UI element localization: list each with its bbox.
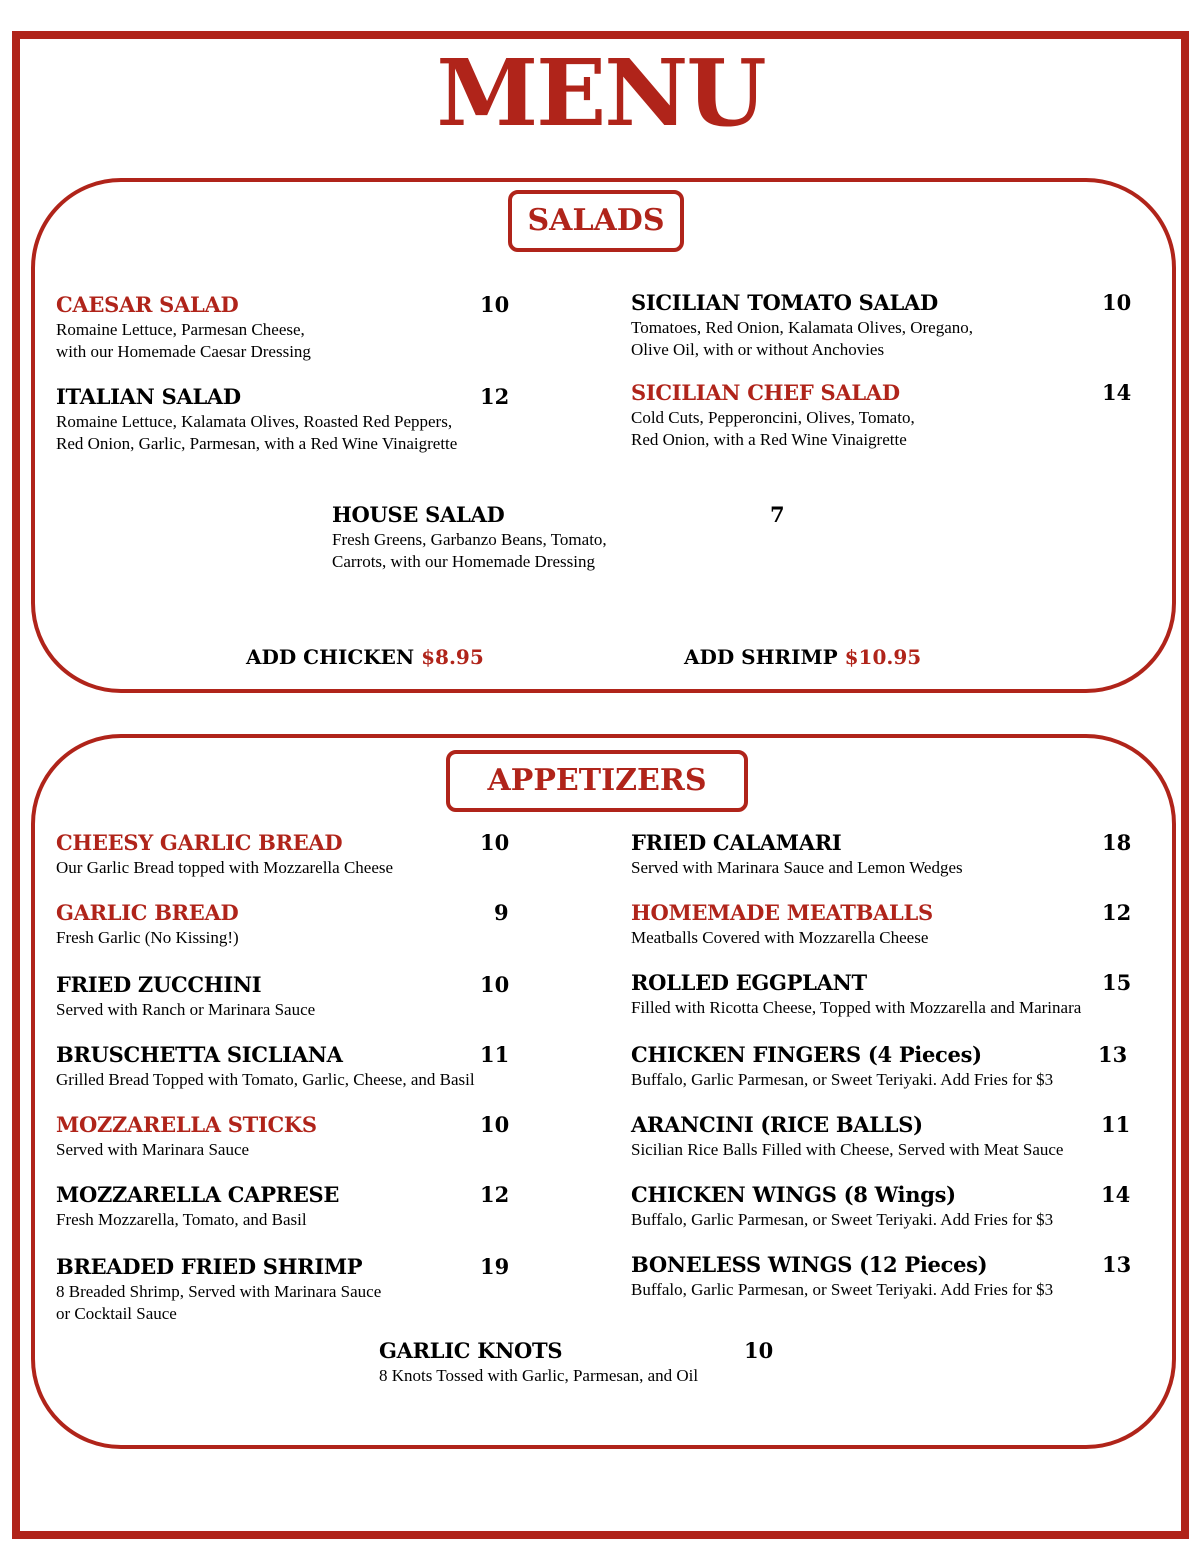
- item-price: 15: [1102, 970, 1132, 995]
- item-price: 14: [1102, 380, 1132, 405]
- item-price: 12: [480, 1182, 510, 1207]
- item-description: Buffalo, Garlic Parmesan, or Sweet Teriyaki. Add Fries for $3: [631, 1070, 1054, 1089]
- item-description: Buffalo, Garlic Parmesan, or Sweet Teriyaki. Add Fries for $3: [631, 1280, 1054, 1299]
- item-description: Meatballs Covered with Mozzarella Cheese: [631, 928, 929, 947]
- item-price: 10: [480, 1112, 510, 1137]
- item-price: 10: [480, 830, 510, 855]
- item-description: Fresh Greens, Garbanzo Beans, Tomato, Carrots, with our Homemade Dressing: [332, 530, 607, 571]
- item-name: SICILIAN TOMATO SALAD: [631, 290, 938, 315]
- item-price: 12: [1102, 900, 1132, 925]
- item-price: 11: [1101, 1112, 1131, 1137]
- item-description: Fresh Mozzarella, Tomato, and Basil: [56, 1210, 307, 1229]
- item-name: CHICKEN FINGERS (4 Pieces): [631, 1042, 982, 1067]
- item-description: Romaine Lettuce, Kalamata Olives, Roasted Red Peppers, Red Onion, Garlic, Parmesan, with a Red Wine Vinaigrette: [56, 412, 458, 453]
- item-description: Our Garlic Bread topped with Mozzarella Cheese: [56, 858, 394, 877]
- item-description: Tomatoes, Red Onion, Kalamata Olives, Oregano, Olive Oil, with or without Anchovies: [631, 318, 974, 359]
- item-description: Served with Marinara Sauce and Lemon Wedges: [631, 858, 963, 877]
- item-price: 9: [494, 900, 509, 925]
- item-description: Buffalo, Garlic Parmesan, or Sweet Teriyaki. Add Fries for $3: [631, 1210, 1054, 1229]
- item-price: 13: [1098, 1042, 1128, 1067]
- item-description: Served with Ranch or Marinara Sauce: [56, 1000, 316, 1019]
- item-price: 19: [480, 1254, 510, 1279]
- item-name: BREADED FRIED SHRIMP: [56, 1254, 363, 1279]
- item-price: 10: [744, 1338, 774, 1363]
- item-name: ITALIAN SALAD: [56, 384, 241, 409]
- item-name: MOZZARELLA CAPRESE: [56, 1182, 340, 1207]
- item-description: Sicilian Rice Balls Filled with Cheese, Served with Meat Sauce: [631, 1140, 1064, 1159]
- item-name: CAESAR SALAD: [56, 292, 239, 317]
- addon-chicken: ADD CHICKEN $8.95: [246, 645, 484, 669]
- item-price: 10: [480, 292, 510, 317]
- item-name: CHICKEN WINGS (8 Wings): [631, 1182, 956, 1207]
- menu-title: MENU: [436, 39, 765, 147]
- item-price: 7: [770, 502, 785, 527]
- addon-shrimp: ADD SHRIMP $10.95: [684, 645, 922, 669]
- item-name: MOZZARELLA STICKS: [56, 1112, 317, 1137]
- item-name: ROLLED EGGPLANT: [631, 970, 867, 995]
- item-description: 8 Breaded Shrimp, Served with Marinara Sauce or Cocktail Sauce: [56, 1282, 382, 1323]
- item-description: Served with Marinara Sauce: [56, 1140, 250, 1159]
- appetizers-heading: APPETIZERS: [446, 750, 748, 812]
- item-description: Grilled Bread Topped with Tomato, Garlic, Cheese, and Basil: [56, 1070, 475, 1089]
- item-description: 8 Knots Tossed with Garlic, Parmesan, and Oil: [379, 1366, 699, 1385]
- item-price: 18: [1102, 830, 1132, 855]
- item-name: FRIED CALAMARI: [631, 830, 842, 855]
- item-name: BRUSCHETTA SICLIANA: [56, 1042, 343, 1067]
- item-description: Filled with Ricotta Cheese, Topped with Mozzarella and Marinara: [631, 998, 1082, 1017]
- item-price: 10: [480, 972, 510, 997]
- item-name: GARLIC KNOTS: [379, 1338, 563, 1363]
- item-name: GARLIC BREAD: [56, 900, 239, 925]
- item-name: CHEESY GARLIC BREAD: [56, 830, 343, 855]
- item-price: 13: [1102, 1252, 1132, 1277]
- salads-heading: SALADS: [508, 190, 684, 252]
- addon-price: $8.95: [421, 645, 484, 669]
- item-price: 11: [480, 1042, 510, 1067]
- item-name: ARANCINI (RICE BALLS): [631, 1112, 923, 1137]
- item-description: Romaine Lettuce, Parmesan Cheese, with our Homemade Caesar Dressing: [56, 320, 311, 361]
- item-name: HOMEMADE MEATBALLS: [631, 900, 933, 925]
- item-description: Cold Cuts, Pepperoncini, Olives, Tomato, Red Onion, with a Red Wine Vinaigrette: [631, 408, 915, 449]
- item-price: 12: [480, 384, 510, 409]
- item-description: Fresh Garlic (No Kissing!): [56, 928, 239, 947]
- item-price: 10: [1102, 290, 1132, 315]
- item-name: SICILIAN CHEF SALAD: [631, 380, 900, 405]
- addon-price: $10.95: [844, 645, 922, 669]
- item-name: HOUSE SALAD: [332, 502, 505, 527]
- item-price: 14: [1101, 1182, 1131, 1207]
- item-name: BONELESS WINGS (12 Pieces): [631, 1252, 988, 1277]
- item-name: FRIED ZUCCHINI: [56, 972, 262, 997]
